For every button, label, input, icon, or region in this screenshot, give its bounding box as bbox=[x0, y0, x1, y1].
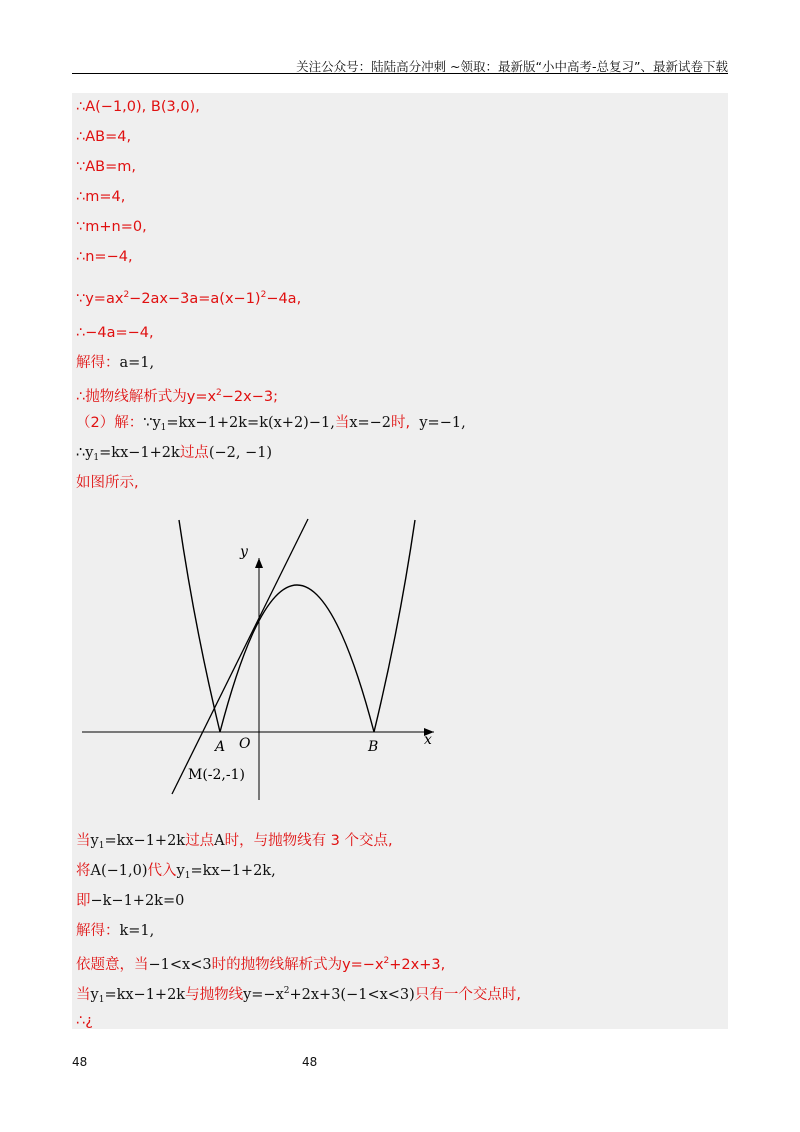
origin-label: O bbox=[239, 736, 251, 752]
line-m-value: ∴m=4, bbox=[76, 189, 126, 205]
y-axis-label: y bbox=[240, 544, 248, 560]
graph-figure bbox=[72, 508, 728, 808]
curve-left-branch bbox=[179, 520, 220, 732]
line-minus-4a: ∴−4a=−4, bbox=[76, 325, 154, 341]
point-b-label: B bbox=[368, 739, 379, 755]
line-y1 bbox=[172, 519, 308, 794]
line-points: ∴A(−1,0), B(3,0), bbox=[76, 99, 200, 115]
line-equation-k: 即−k−1+2k=0 bbox=[76, 893, 185, 909]
line-ab-length: ∴AB=4, bbox=[76, 129, 132, 145]
line-parabola-expression: ∴抛物线解析式为$y=x^2-2x-3$; bbox=[76, 388, 278, 405]
x-axis-label: x bbox=[424, 732, 432, 748]
header-rule bbox=[72, 73, 728, 74]
line-flipped-parabola: 依题意，当−1<x<3时的抛物线解析式为$y=-x^2+2x+3$, bbox=[76, 956, 446, 973]
line-solve-k: 解得：k=1, bbox=[76, 923, 155, 939]
footer-page-number-left: 48 bbox=[72, 1055, 88, 1069]
line-substitute-a: 将A(−1,0)代入$y_1=kx-1+2k$, bbox=[76, 863, 276, 881]
point-a-label: A bbox=[215, 739, 226, 755]
line-fixed-point: $\therefore y_1=kx-1+2k$过点(−2, −1) bbox=[76, 445, 273, 463]
curve-right-branch bbox=[374, 520, 415, 732]
line-part2-start: （2）解：$\because y_1=kx-1+2k=k(x+2)-1$,当x=−2时, y=−1, bbox=[76, 415, 466, 433]
line-n-value: ∴n=−4, bbox=[76, 249, 133, 265]
line-m-plus-n: ∵m+n=0, bbox=[76, 219, 147, 235]
line-vertex-form: $\because y=ax^2-2ax-3a=a(x-1)^2-4a$, bbox=[76, 290, 302, 307]
curve-middle-arch bbox=[220, 585, 374, 732]
line-as-shown: 如图所示, bbox=[76, 475, 139, 491]
line-one-intersection: 当$y_1=kx-1+2k$与抛物线$y=-x^2+2x+3(-1<x<3)$只有一个交点时, bbox=[76, 986, 521, 1005]
footer-page-number-center: 48 bbox=[302, 1055, 318, 1069]
y-axis-arrow bbox=[255, 558, 263, 568]
line-ab-equals-m: ∵AB=m, bbox=[76, 159, 136, 175]
point-m-label: M(-2,-1) bbox=[188, 767, 245, 783]
solution-content bbox=[72, 93, 728, 1029]
line-through-a: 当$y_1=kx-1+2k$过点A时，与抛物线有 3 个交点, bbox=[76, 833, 393, 851]
line-therefore: ∴¿ bbox=[76, 1013, 93, 1029]
page-header: 关注公众号：陆陆高分冲刺 ~领取：最新版“小中高考-总复习”、最新试卷下载 bbox=[296, 59, 728, 74]
line-solve-a: 解得：a=1, bbox=[76, 355, 155, 371]
